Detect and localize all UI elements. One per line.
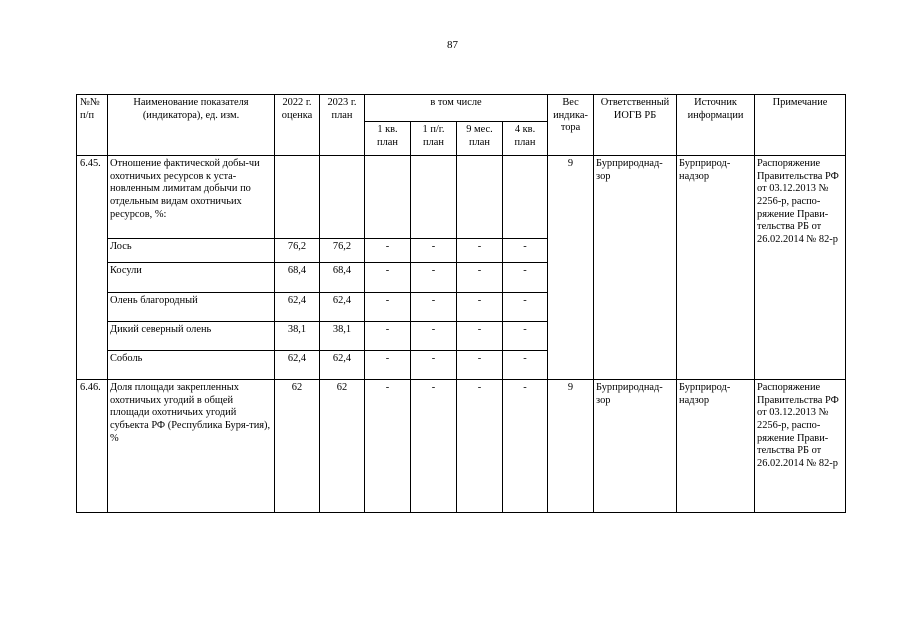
empty-cell	[411, 156, 457, 239]
note-text: Распоряжение Правительства РФ от 03.12.2013 № 2256-р, распо-ряжение Прави-тельства РБ от 26.02.2014 № 82-р	[755, 380, 846, 513]
header-q1: 1 кв. план	[365, 122, 411, 156]
header-q4: 4 кв. план	[503, 122, 548, 156]
sub-indicator-name: Косули	[108, 263, 275, 293]
indicators-table	[76, 94, 846, 513]
header-num: №№ п/п	[77, 95, 108, 156]
value-q4: -	[503, 351, 548, 380]
value-9m: -	[457, 380, 503, 513]
empty-cell	[503, 156, 548, 239]
indicator-weight: 9	[548, 156, 594, 380]
value-2023: 62	[320, 380, 365, 513]
value-q4: -	[503, 380, 548, 513]
table-row-6-45	[77, 156, 846, 239]
header-2023: 2023 г. план	[320, 95, 365, 156]
responsible-org: Бурприроднад-зор	[594, 156, 677, 380]
value-h1: -	[411, 351, 457, 380]
sub-indicator-name: Соболь	[108, 351, 275, 380]
value-h1: -	[411, 263, 457, 293]
value-h1: -	[411, 239, 457, 263]
value-2022: 62	[275, 380, 320, 513]
value-9m: -	[457, 293, 503, 322]
empty-cell	[275, 156, 320, 239]
value-2022: 62,4	[275, 293, 320, 322]
value-2022: 38,1	[275, 322, 320, 351]
header-responsible: Ответственный ИОГВ РБ	[594, 95, 677, 156]
value-q1: -	[365, 351, 411, 380]
header-weight: Вес индика-тора	[548, 95, 594, 156]
value-2023: 38,1	[320, 322, 365, 351]
indicator-name: Доля площади закрепленных охотничьих угодий в общей площади охотничьих угодий субъекта РФ (Республика Буря-тия), %	[108, 380, 275, 513]
value-q4: -	[503, 239, 548, 263]
value-2022: 76,2	[275, 239, 320, 263]
info-source: Бурприрод-надзор	[677, 156, 755, 380]
empty-cell	[457, 156, 503, 239]
table-row-6-46	[77, 380, 846, 513]
value-2023: 76,2	[320, 239, 365, 263]
sub-indicator-name: Олень благородный	[108, 293, 275, 322]
value-2022: 68,4	[275, 263, 320, 293]
row-num: 6.45.	[77, 156, 108, 380]
value-q1: -	[365, 293, 411, 322]
value-q1: -	[365, 322, 411, 351]
value-q4: -	[503, 322, 548, 351]
value-q1: -	[365, 239, 411, 263]
sub-indicator-name: Дикий северный олень	[108, 322, 275, 351]
value-h1: -	[411, 322, 457, 351]
value-q1: -	[365, 263, 411, 293]
value-2022: 62,4	[275, 351, 320, 380]
page-number: 87	[447, 39, 458, 51]
value-q4: -	[503, 263, 548, 293]
value-9m: -	[457, 322, 503, 351]
value-9m: -	[457, 351, 503, 380]
value-2023: 62,4	[320, 351, 365, 380]
value-2023: 68,4	[320, 263, 365, 293]
value-h1: -	[411, 380, 457, 513]
empty-cell	[365, 156, 411, 239]
sub-indicator-name: Лось	[108, 239, 275, 263]
header-9m: 9 мес. план	[457, 122, 503, 156]
indicator-weight: 9	[548, 380, 594, 513]
header-2022: 2022 г. оценка	[275, 95, 320, 156]
value-q1: -	[365, 380, 411, 513]
empty-cell	[320, 156, 365, 239]
value-2023: 62,4	[320, 293, 365, 322]
value-q4: -	[503, 293, 548, 322]
note-text: Распоряжение Правительства РФ от 03.12.2013 № 2256-р, распо-ряжение Прави-тельства РБ от 26.02.2014 № 82-р	[755, 156, 846, 380]
row-num: 6.46.	[77, 380, 108, 513]
value-9m: -	[457, 263, 503, 293]
value-h1: -	[411, 293, 457, 322]
value-9m: -	[457, 239, 503, 263]
responsible-org: Бурприроднад-зор	[594, 380, 677, 513]
header-name: Наименование показателя (индикатора), ед. изм.	[108, 95, 275, 156]
header-note: Примечание	[755, 95, 846, 156]
header-h1: 1 п/г. план	[411, 122, 457, 156]
header-including: в том числе	[365, 95, 548, 122]
info-source: Бурприрод-надзор	[677, 380, 755, 513]
indicator-name: Отношение фактической добы-чи охотничьих ресурсов к уста-новленным лимитам добычи по отдельным видам охотничьих ресурсов, %:	[108, 156, 275, 239]
header-source: Источник информации	[677, 95, 755, 156]
header-row	[77, 95, 846, 122]
